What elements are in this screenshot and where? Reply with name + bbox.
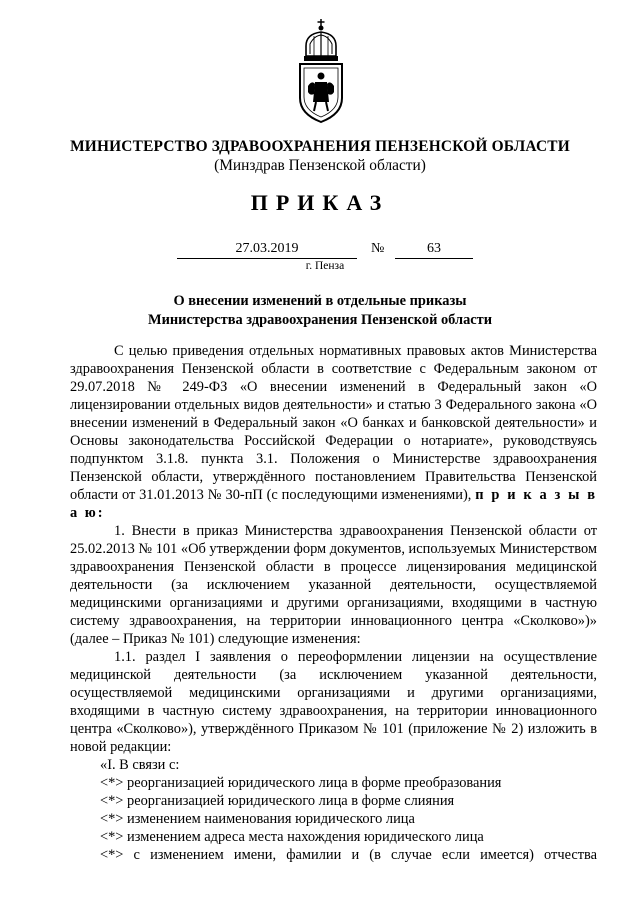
coat-of-arms-icon bbox=[292, 16, 350, 126]
city-label: г. Пенза bbox=[305, 260, 345, 272]
order-body bbox=[70, 342, 597, 864]
document-type-heading: ПРИКАЗ bbox=[250, 190, 390, 215]
ministry-name: МИНИСТЕРСТВО ЗДРАВООХРАНЕНИЯ ПЕНЗЕНСКОЙ ОБЛАСТИ bbox=[70, 138, 570, 155]
preamble-text: С целью приведения отдельных нормативных правовых актов Министерства здравоохранения Пензенской области в соответствие с Федеральным законом от 29.07.2018 № 249-ФЗ «О внесении изменений в Федеральный закон «О лицензировании отдельных видов деятельности» и статью 3 Федерального закона «О внесении изменений в Федеральный закон «О банках и банковской деятельности» и Основы законодательства Российской Федерации о нотариате», руководствуясь подпунктом 3.1.8. пункта 3.1. Положения о Министерстве здравоохранения Пензенской области, утверждённого постановлением Правительства Пензенской области от 31.01.2013 № 30-пП (с последующими изменениями), bbox=[70, 343, 597, 503]
order-word: п р и к а з ы в а ю: bbox=[70, 487, 598, 521]
quote-item: <*> реорганизацией юридического лица в форме слияния bbox=[100, 793, 455, 809]
order-title bbox=[0, 292, 640, 330]
order-date: 27.03.2019 bbox=[177, 239, 357, 259]
ministry-short-name: (Минздрав Пензенской области) bbox=[214, 157, 426, 174]
quote-item: <*> изменением наименования юридического лица bbox=[100, 811, 415, 827]
quote-item: <*> реорганизацией юридического лица в форме преобразования bbox=[100, 775, 502, 791]
quote-heading: «I. В связи с: bbox=[100, 757, 180, 773]
number-sign: № bbox=[371, 241, 385, 256]
clause-1-paragraph: 1. Внести в приказ Министерства здравоохранения Пензенской области от 25.02.2013 № 101 «Об утверждении форм документов, используемых Министерством здравоохранения Пензенской области в процессе лицензирования медицинской деятельности (за исключением указанной деятельности, осуществляемой медицинскими организациями и другими организациями, входящими в частную систему здравоохранения, на территории инновационного центра «Сколково»)» (далее – Приказ № 101) следующие изменения: bbox=[70, 523, 597, 647]
order-number: 63 bbox=[395, 239, 473, 259]
quote-item: <*> изменением адреса места нахождения юридического лица bbox=[100, 829, 484, 845]
title-line-1: О внесении изменений в отдельные приказы bbox=[173, 293, 467, 309]
clause-1-1-paragraph: 1.1. раздел I заявления о переоформлении лицензии на осуществление медицинской деятельности (за исключением указанной деятельности, осуществляемой медицинскими организациями и другими организациями, входящими в частную систему здравоохранения, на территории инновационного центра «Сколково»), утверждённого Приказом № 101 (приложение № 2) изложить в новой редакции: bbox=[70, 649, 597, 755]
title-line-2: Министерства здравоохранения Пензенской области bbox=[147, 312, 493, 328]
preamble-paragraph bbox=[70, 342, 597, 522]
quote-item: <*> с изменением имени, фамилии и (в случае если имеется) отчества bbox=[100, 847, 597, 863]
